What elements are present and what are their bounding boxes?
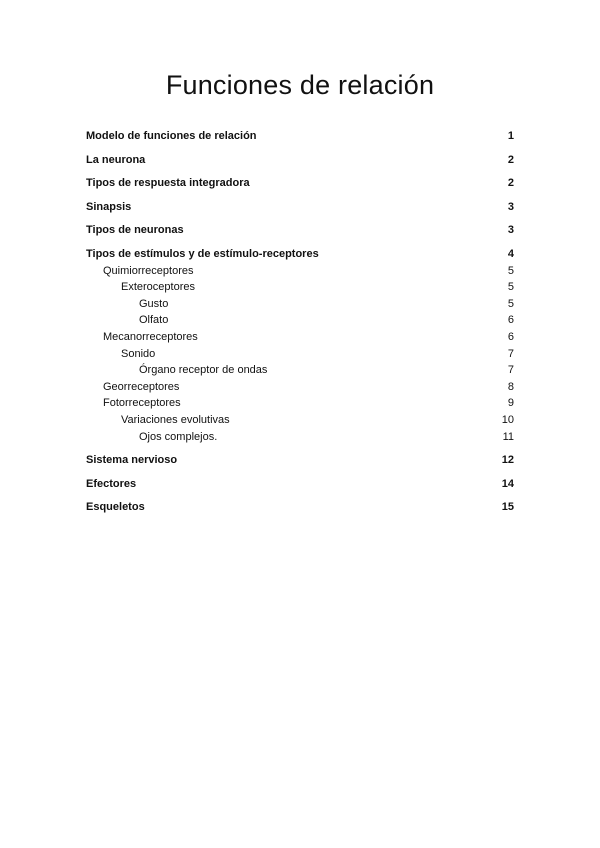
toc-entry[interactable]: [86, 312, 514, 329]
toc-entry-label: Variaciones evolutivas: [121, 413, 230, 426]
toc-entry-label: Modelo de funciones de relación: [86, 130, 257, 142]
toc-entry-page: 15: [501, 501, 514, 514]
toc-entry[interactable]: [86, 499, 514, 516]
toc-entry-label: Órgano receptor de ondas: [139, 364, 268, 377]
toc-entry-label: Olfato: [139, 314, 169, 327]
toc-entry[interactable]: [86, 362, 514, 379]
toc-entry-label: La neurona: [86, 153, 146, 166]
toc-entry-label: Sinapsis: [86, 200, 132, 213]
toc-entry[interactable]: [86, 429, 514, 446]
toc-entry[interactable]: [86, 128, 514, 145]
toc-entry-page: 2: [507, 177, 514, 190]
toc-entry-label: Sistema nervioso: [86, 454, 178, 467]
toc-entry[interactable]: [86, 279, 514, 296]
toc-entry-page: 5: [507, 264, 514, 277]
toc-entry-page: 11: [502, 430, 514, 443]
toc-entry-label: Mecanorreceptores: [103, 330, 198, 343]
toc-entry-page: 3: [507, 200, 514, 213]
toc-entry-label: Tipos de respuesta integradora: [86, 177, 250, 190]
toc-entry-page: 14: [501, 477, 514, 490]
toc-entry-label: Tipos de neuronas: [86, 224, 184, 237]
toc-entry[interactable]: [86, 476, 514, 493]
toc-entry-page: 5: [507, 281, 514, 294]
toc-entry[interactable]: [86, 296, 514, 313]
toc-entry[interactable]: [86, 222, 514, 239]
toc-entry-label: Ojos complejos.: [139, 430, 218, 443]
toc-entry[interactable]: [86, 379, 514, 396]
table-of-contents: [86, 128, 514, 516]
toc-entry-page: 7: [507, 347, 514, 360]
toc-entry-page: 9: [507, 397, 514, 410]
toc-entry-label: Georreceptores: [103, 380, 180, 393]
toc-entry-label: Fotorreceptores: [103, 397, 181, 410]
toc-entry[interactable]: [86, 412, 514, 429]
document-title: Funciones de relación: [165, 70, 435, 100]
toc-entry[interactable]: [86, 395, 514, 412]
toc-entry-label: Gusto: [139, 297, 169, 310]
toc-entry-page: 3: [507, 224, 514, 237]
toc-entry[interactable]: [86, 152, 514, 169]
toc-entry-label: Quimiorreceptores: [103, 264, 194, 277]
toc-entry-page: 5: [507, 297, 514, 310]
toc-entry-page: 1: [507, 130, 514, 142]
toc-entry-label: Efectores: [86, 477, 137, 490]
toc-entry[interactable]: [86, 329, 514, 346]
toc-entry-label: Exteroceptores: [121, 281, 195, 294]
toc-entry-page: 2: [507, 153, 514, 166]
toc-entry-page: 8: [507, 380, 514, 393]
toc-entry[interactable]: [86, 246, 514, 263]
toc-entry[interactable]: [86, 199, 514, 216]
toc-entry-page: 7: [507, 364, 514, 377]
toc-entry-page: 12: [501, 454, 514, 467]
toc-entry-page: 4: [507, 247, 514, 260]
toc-entry-page: 10: [501, 413, 514, 426]
toc-entry-page: 6: [507, 330, 514, 343]
toc-entry-label: Sonido: [121, 347, 156, 360]
toc-entry[interactable]: [86, 263, 514, 280]
toc-entry[interactable]: [86, 346, 514, 363]
toc-entry[interactable]: [86, 175, 514, 192]
toc-entry-page: 6: [507, 314, 514, 327]
toc-entry[interactable]: [86, 452, 514, 469]
toc-entry-label: Esqueletos: [86, 501, 145, 514]
toc-entry-label: Tipos de estímulos y de estímulo-receptores: [86, 247, 319, 260]
